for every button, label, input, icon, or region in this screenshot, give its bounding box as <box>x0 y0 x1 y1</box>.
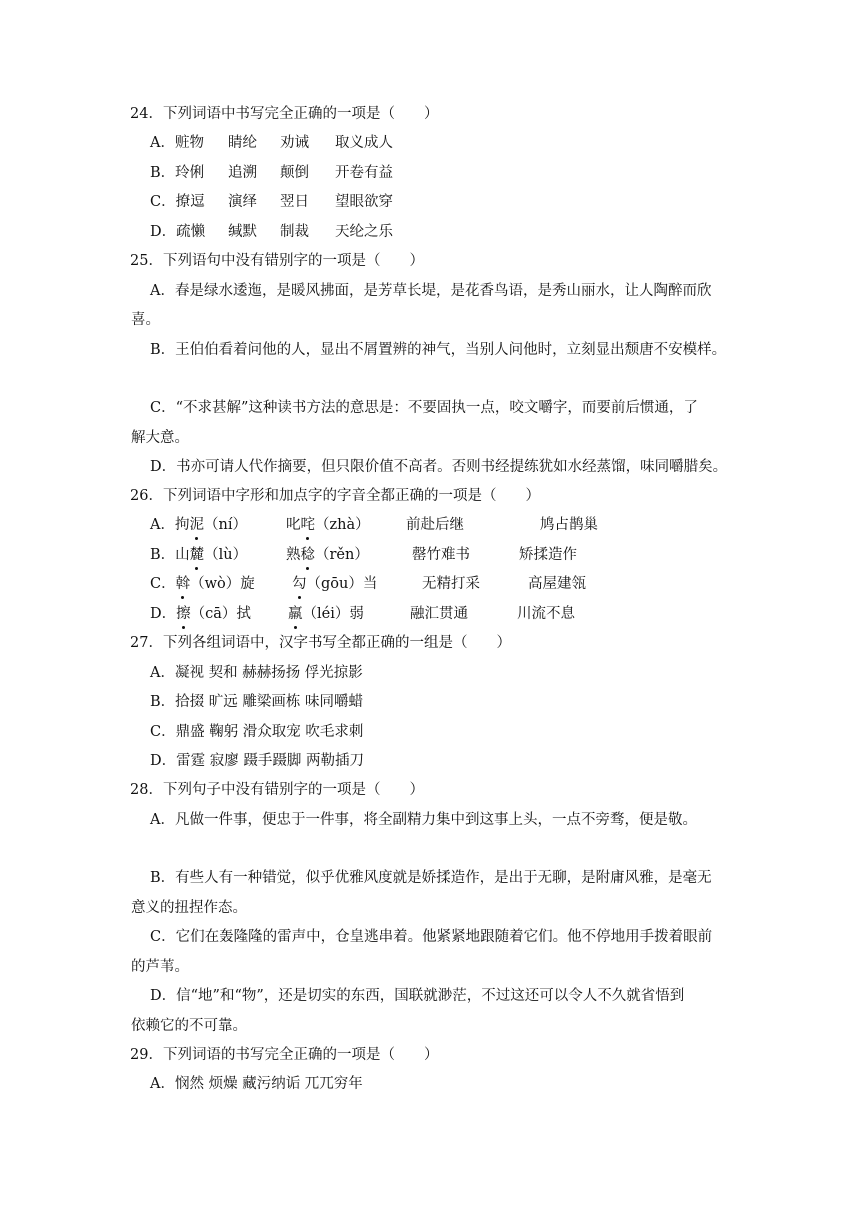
question-25-option-d: D．书亦可请人代作摘要，但只限价值不高者。否则书经提练犹如水经蒸馏，味同嚼腊矣。 <box>150 459 728 475</box>
question-28-option-a: A．凡做一件事，便忠于一件事，将全副精力集中到这事上头，一点不旁骛，便是敬。 <box>150 812 697 828</box>
word: 矫揉造作 <box>519 547 577 563</box>
word: 前赴后继 <box>406 517 464 533</box>
question-25-option-c-cont: 解大意。 <box>131 430 189 446</box>
dotted-char: 麓 <box>189 547 205 563</box>
dotted-char: 咤 <box>300 517 315 533</box>
word: 劝诫 <box>280 135 309 151</box>
question-26-stem: 26．下列词语中字形和加点字的字音全都正确的一项是（ ） <box>130 488 540 504</box>
word: 川流不息 <box>517 606 575 622</box>
question-25-stem: 25．下列语句中没有错别字的一项是（ ） <box>130 253 424 269</box>
question-28-option-d-cont: 依赖它的不可靠。 <box>131 1018 247 1034</box>
question-27-option-b: B．拾掇 旷远 雕梁画栋 味同嚼蜡 <box>150 694 363 710</box>
word-with-dotted-char: C．斡（wò）旋 <box>150 576 255 592</box>
word: 望眼欲穿 <box>335 194 393 210</box>
question-27-stem: 27．下列各组词语中，汉字书写全都正确的一组是（ ） <box>130 635 511 651</box>
question-25-option-c: C．“不求甚解”这种读书方法的意思是：不要固执一点，咬文嚼字，而要前后惯通，了 <box>150 400 698 416</box>
question-29-option-a: A．悯然 烦燥 藏污纳诟 兀兀穷年 <box>150 1076 363 1092</box>
word: 开卷有益 <box>335 165 393 181</box>
dotted-char: 泥 <box>189 517 204 533</box>
word: 罄竹难书 <box>412 547 470 563</box>
word: 鸠占鹊巢 <box>540 517 598 533</box>
question-28-option-d: D．信“地”和“物”，还是切实的东西，国联就渺茫，不过这还可以令人不久就省悟到 <box>150 988 685 1004</box>
question-28-option-b-cont: 意义的扭捏作态。 <box>131 900 247 916</box>
question-24-option-c <box>150 192 393 212</box>
question-25-option-a-cont: 喜。 <box>131 312 160 328</box>
word-with-dotted-char: B．山麓（lù） <box>150 547 248 563</box>
word: 天纶之乐 <box>335 224 393 240</box>
word-with-dotted-char: A．拘泥（ní） <box>150 517 247 533</box>
dotted-char: 斡 <box>175 576 191 592</box>
word: 无精打采 <box>422 576 480 592</box>
dotted-char: 稔 <box>300 547 315 563</box>
word-with-dotted-char: 羸（léi）弱 <box>288 606 364 622</box>
word: C．撩逗 <box>150 194 205 210</box>
word: 追溯 <box>228 165 257 181</box>
word-with-dotted-char: D．擦（cā）拭 <box>150 606 251 622</box>
question-28-option-c: C．它们在轰隆隆的雷声中，仓皇逃串着。他紧紧地跟随着它们。他不停地用手拨着眼前 <box>150 929 713 945</box>
word: A．赃物 <box>150 135 204 151</box>
question-27-option-d: D．雷霆 寂廖 蹑手蹑脚 两勒插刀 <box>150 753 364 769</box>
dotted-char: 勾 <box>292 576 307 592</box>
word-with-dotted-char: 勾（gōu）当 <box>292 576 378 592</box>
question-29-stem: 29．下列词语的书写完全正确的一项是（ ） <box>130 1047 439 1063</box>
dotted-char: 羸 <box>288 606 303 622</box>
word: B．玲俐 <box>150 165 205 181</box>
word: 取义成人 <box>335 135 393 151</box>
question-25-option-b: B．王伯伯看着问他的人，显出不屑置辨的神气，当别人问他时，立刻显出颓唐不安模样。 <box>150 342 727 358</box>
word: 翌日 <box>280 194 309 210</box>
question-28-option-c-cont: 的芦苇。 <box>131 959 189 975</box>
word: 演绎 <box>228 194 257 210</box>
word: 缄默 <box>228 224 257 240</box>
question-24-option-b <box>150 163 393 183</box>
word: D．疏懒 <box>150 224 206 240</box>
question-24-option-a <box>150 133 393 153</box>
question-28-option-b: B．有些人有一种错觉，似乎优雅风度就是娇揉造作，是出于无聊，是附庸风雅，是毫无 <box>150 870 712 886</box>
word-with-dotted-char: 叱咤（zhà） <box>286 517 370 533</box>
word: 颠倒 <box>280 165 309 181</box>
word: 高屋建瓴 <box>528 576 586 592</box>
question-24-stem: 24．下列词语中书写完全正确的一项是（ ） <box>130 106 439 122</box>
word: 融汇贯通 <box>410 606 468 622</box>
word-with-dotted-char: 熟稔（rěn） <box>286 547 369 563</box>
word: 制裁 <box>280 224 309 240</box>
question-28-stem: 28．下列句子中没有错别字的一项是（ ） <box>130 782 424 798</box>
question-24-option-d <box>150 222 393 242</box>
question-25-option-a: A．春是绿水逶迤，是暖风拂面，是芳草长堤，是花香鸟语，是秀山丽水，让人陶醉而欣 <box>150 283 712 299</box>
word: 睛纶 <box>228 135 257 151</box>
question-27-option-a: A．凝视 契和 赫赫扬扬 俘光掠影 <box>150 665 363 681</box>
question-27-option-c: C．鼎盛 鞠躬 滑众取宠 吹毛求刺 <box>150 724 364 740</box>
dotted-char: 擦 <box>176 606 191 622</box>
